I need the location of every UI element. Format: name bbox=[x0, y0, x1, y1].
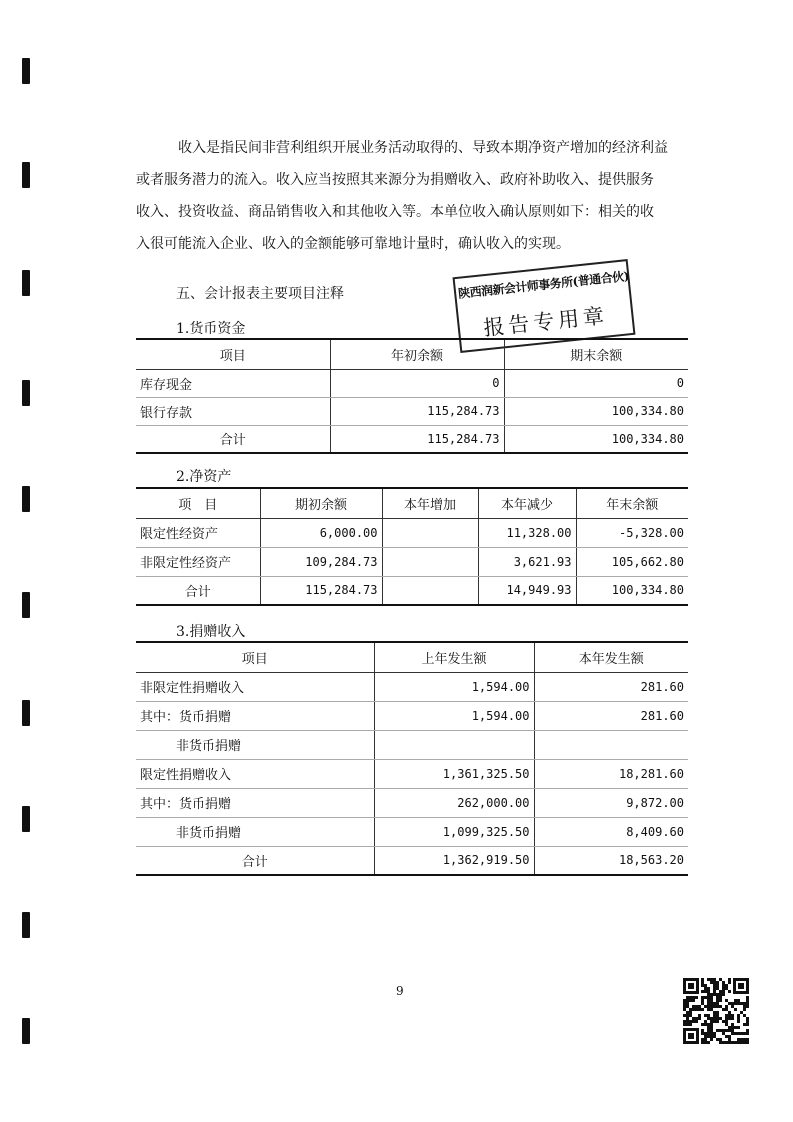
cell-value bbox=[382, 576, 478, 605]
row-label: 合计 bbox=[136, 425, 330, 453]
column-header: 年末余额 bbox=[576, 488, 688, 518]
binder-mark bbox=[22, 912, 30, 938]
cell-value: 100,334.80 bbox=[504, 397, 688, 425]
column-header: 本年发生额 bbox=[534, 642, 688, 672]
qr-code bbox=[683, 978, 749, 1044]
row-label: 银行存款 bbox=[136, 397, 330, 425]
cell-value bbox=[374, 730, 534, 759]
column-header: 年初余额 bbox=[330, 339, 504, 369]
binder-mark bbox=[22, 162, 30, 188]
column-header: 上年发生额 bbox=[374, 642, 534, 672]
binder-mark bbox=[22, 380, 30, 406]
stamp-label: 报告专用章 bbox=[482, 303, 610, 341]
table3-title: 3.捐赠收入 bbox=[176, 624, 246, 640]
table-row bbox=[136, 672, 688, 701]
cell-value: 9,872.00 bbox=[534, 788, 688, 817]
row-label: 非限定性经资产 bbox=[136, 547, 260, 576]
column-header: 本年增加 bbox=[382, 488, 478, 518]
cash-table bbox=[136, 338, 688, 454]
paragraph-line: 入很可能流入企业、收入的金额能够可靠地计量时，确认收入的实现。 bbox=[136, 236, 570, 252]
cell-value bbox=[382, 547, 478, 576]
cell-value: 100,334.80 bbox=[576, 576, 688, 605]
binder-mark bbox=[22, 58, 30, 84]
cell-value: 1,362,919.50 bbox=[374, 846, 534, 875]
table-row-total bbox=[136, 425, 688, 453]
cell-value: 1,099,325.50 bbox=[374, 817, 534, 846]
paragraph-line: 收入是指民间非营利组织开展业务活动取得的、导致本期净资产增加的经济利益 bbox=[178, 140, 668, 156]
column-header: 项 目 bbox=[136, 488, 260, 518]
row-label: 非限定性捐赠收入 bbox=[136, 672, 374, 701]
table-row bbox=[136, 730, 688, 759]
cell-value: 281.60 bbox=[534, 701, 688, 730]
row-label: 其中：货币捐赠 bbox=[136, 788, 374, 817]
row-label: 合计 bbox=[136, 846, 374, 875]
paragraph-line: 收入、投资收益、商品销售收入和其他收入等。本单位收入确认原则如下：相关的收 bbox=[136, 204, 654, 220]
row-label: 库存现金 bbox=[136, 369, 330, 397]
cell-value: 1,594.00 bbox=[374, 701, 534, 730]
table-row bbox=[136, 701, 688, 730]
cell-value: 14,949.93 bbox=[478, 576, 576, 605]
table1-title: 1.货币资金 bbox=[176, 321, 246, 337]
cell-value: 18,563.20 bbox=[534, 846, 688, 875]
cell-value: 0 bbox=[504, 369, 688, 397]
cell-value: 115,284.73 bbox=[330, 425, 504, 453]
cell-value: 262,000.00 bbox=[374, 788, 534, 817]
table-row-total bbox=[136, 576, 688, 605]
cell-value: 11,328.00 bbox=[478, 518, 576, 547]
cell-value: 105,662.80 bbox=[576, 547, 688, 576]
cell-value: -5,328.00 bbox=[576, 518, 688, 547]
row-label: 其中：货币捐赠 bbox=[136, 701, 374, 730]
cell-value: 0 bbox=[330, 369, 504, 397]
cell-value: 109,284.73 bbox=[260, 547, 382, 576]
cell-value: 115,284.73 bbox=[260, 576, 382, 605]
row-label: 限定性捐赠收入 bbox=[136, 759, 374, 788]
cell-value: 1,594.00 bbox=[374, 672, 534, 701]
cell-value: 6,000.00 bbox=[260, 518, 382, 547]
cell-value: 115,284.73 bbox=[330, 397, 504, 425]
cell-value: 8,409.60 bbox=[534, 817, 688, 846]
table-row bbox=[136, 817, 688, 846]
table-row-total bbox=[136, 846, 688, 875]
cell-value: 3,621.93 bbox=[478, 547, 576, 576]
net-assets-table bbox=[136, 487, 688, 606]
table-row bbox=[136, 759, 688, 788]
binder-mark bbox=[22, 806, 30, 832]
row-label: 非货币捐赠 bbox=[136, 730, 374, 759]
column-header: 本年减少 bbox=[478, 488, 576, 518]
cell-value: 1,361,325.50 bbox=[374, 759, 534, 788]
section-title: 五、会计报表主要项目注释 bbox=[176, 286, 344, 302]
binder-mark bbox=[22, 270, 30, 296]
table-row bbox=[136, 518, 688, 547]
cell-value: 100,334.80 bbox=[504, 425, 688, 453]
page-number: 9 bbox=[396, 984, 404, 998]
column-header: 项目 bbox=[136, 642, 374, 672]
binder-mark bbox=[22, 1018, 30, 1044]
binder-mark bbox=[22, 486, 30, 512]
row-label: 合计 bbox=[136, 576, 260, 605]
cell-value: 281.60 bbox=[534, 672, 688, 701]
binder-mark bbox=[22, 700, 30, 726]
table-row bbox=[136, 547, 688, 576]
revenue-policy-paragraph bbox=[136, 132, 696, 260]
column-header: 期初余额 bbox=[260, 488, 382, 518]
table-row bbox=[136, 788, 688, 817]
cell-value bbox=[382, 518, 478, 547]
cell-value bbox=[534, 730, 688, 759]
column-header: 项目 bbox=[136, 339, 330, 369]
column-header: 期末余额 bbox=[504, 339, 688, 369]
cell-value: 18,281.60 bbox=[534, 759, 688, 788]
table-row bbox=[136, 397, 688, 425]
paragraph-line: 或者服务潜力的流入。收入应当按照其来源分为捐赠收入、政府补助收入、提供服务 bbox=[136, 172, 654, 188]
stamp-firm-name: 陕西润新会计师事务所(普通合伙) bbox=[457, 269, 630, 301]
binder-mark bbox=[22, 592, 30, 618]
donation-income-table bbox=[136, 641, 688, 876]
row-label: 限定性经资产 bbox=[136, 518, 260, 547]
table2-title: 2.净资产 bbox=[176, 469, 232, 485]
row-label: 非货币捐赠 bbox=[136, 817, 374, 846]
table-row bbox=[136, 369, 688, 397]
